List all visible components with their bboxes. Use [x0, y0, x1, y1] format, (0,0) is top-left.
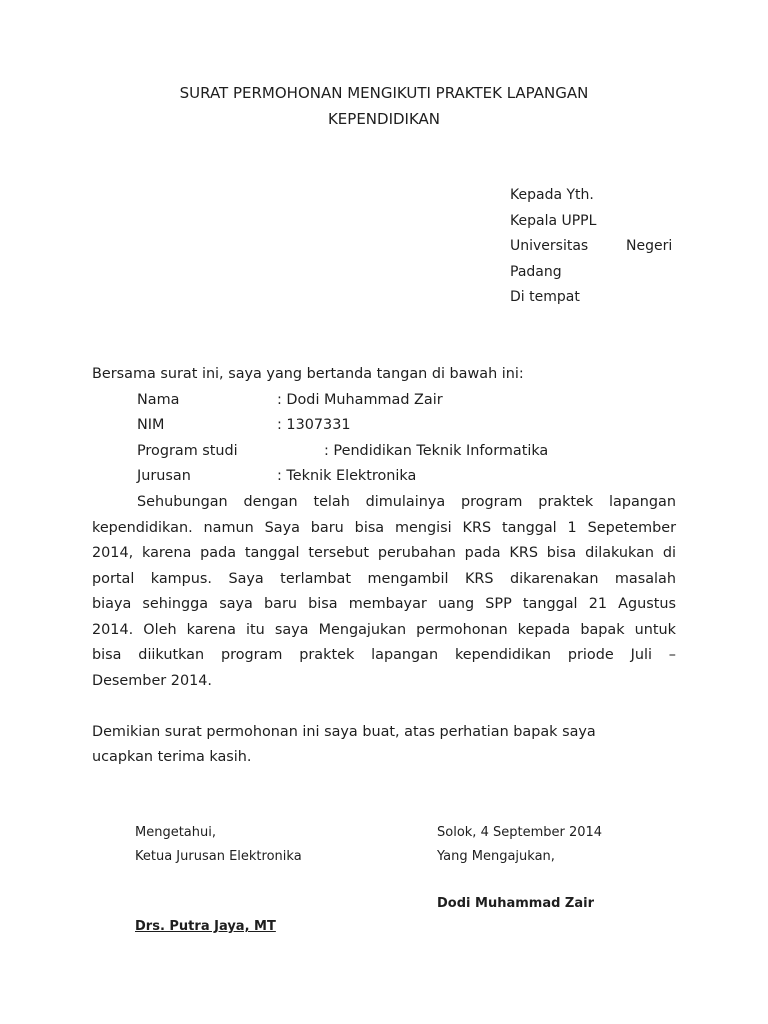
recipient-line-1: Kepada Yth. — [510, 187, 594, 203]
paragraph-line: Desember 2014. — [92, 672, 212, 689]
paragraph-line: 2014. Oleh karena itu saya Mengajukan permohonan kepada bapak untuk — [92, 621, 676, 638]
recipient-line-4: Padang — [510, 264, 562, 280]
closing-line-1: Demikian surat permohonan ini saya buat, atas perhatian bapak saya — [92, 724, 596, 740]
recipient-line-3a: Universitas — [510, 238, 589, 254]
main-paragraph — [92, 490, 676, 694]
closing-line-2: ucapkan terima kasih. — [92, 749, 252, 765]
signature-right-line-2: Yang Mengajukan, — [437, 849, 555, 864]
paragraph-line: biaya sehingga saya baru bisa membayar uang SPP tanggal 21 Agustus — [92, 596, 676, 612]
field-prodi-value: : Pendidikan Teknik Informatika — [324, 443, 549, 459]
field-nim-value: : 1307331 — [277, 417, 351, 433]
field-prodi-label: Program studi — [137, 443, 238, 459]
field-name-label: Nama — [137, 392, 180, 408]
signature-left-line-1: Mengetahui, — [135, 825, 216, 840]
recipient-line-2: Kepala UPPL — [510, 213, 597, 229]
intro-sentence: Bersama surat ini, saya yang bertanda tangan di bawah ini: — [92, 366, 524, 382]
letter-title-line-1: SURAT PERMOHONAN MENGIKUTI PRAKTEK LAPANGAN — [179, 84, 589, 102]
paragraph-line: bisa diikutkan program praktek lapangan kependidikan priode Juli – — [92, 647, 676, 663]
signature-left-line-2: Ketua Jurusan Elektronika — [135, 849, 302, 864]
signature-left-name: Drs. Putra Jaya, MT — [135, 919, 276, 934]
field-jurusan-value: : Teknik Elektronika — [277, 468, 417, 484]
field-name-value: : Dodi Muhammad Zair — [277, 392, 443, 408]
paragraph-line: kependidikan. namun Saya baru bisa mengisi KRS tanggal 1 Sepetember — [92, 519, 676, 536]
paragraph-line: portal kampus. Saya terlambat mengambil KRS dikarenakan masalah — [92, 570, 676, 587]
field-nim-label: NIM — [137, 417, 165, 433]
signature-right-line-1: Solok, 4 September 2014 — [437, 825, 603, 840]
recipient-line-3b: Negeri — [626, 238, 673, 254]
paragraph-line: 2014, karena pada tanggal tersebut perubahan pada KRS bisa dilakukan di — [92, 545, 676, 561]
field-jurusan-label: Jurusan — [137, 468, 191, 484]
paragraph-line: Sehubungan dengan telah dimulainya program praktek lapangan — [137, 494, 676, 510]
recipient-line-5: Di tempat — [510, 289, 580, 305]
letter-title-line-2: KEPENDIDIKAN — [327, 110, 441, 128]
signature-right-name: Dodi Muhammad Zair — [437, 896, 594, 911]
